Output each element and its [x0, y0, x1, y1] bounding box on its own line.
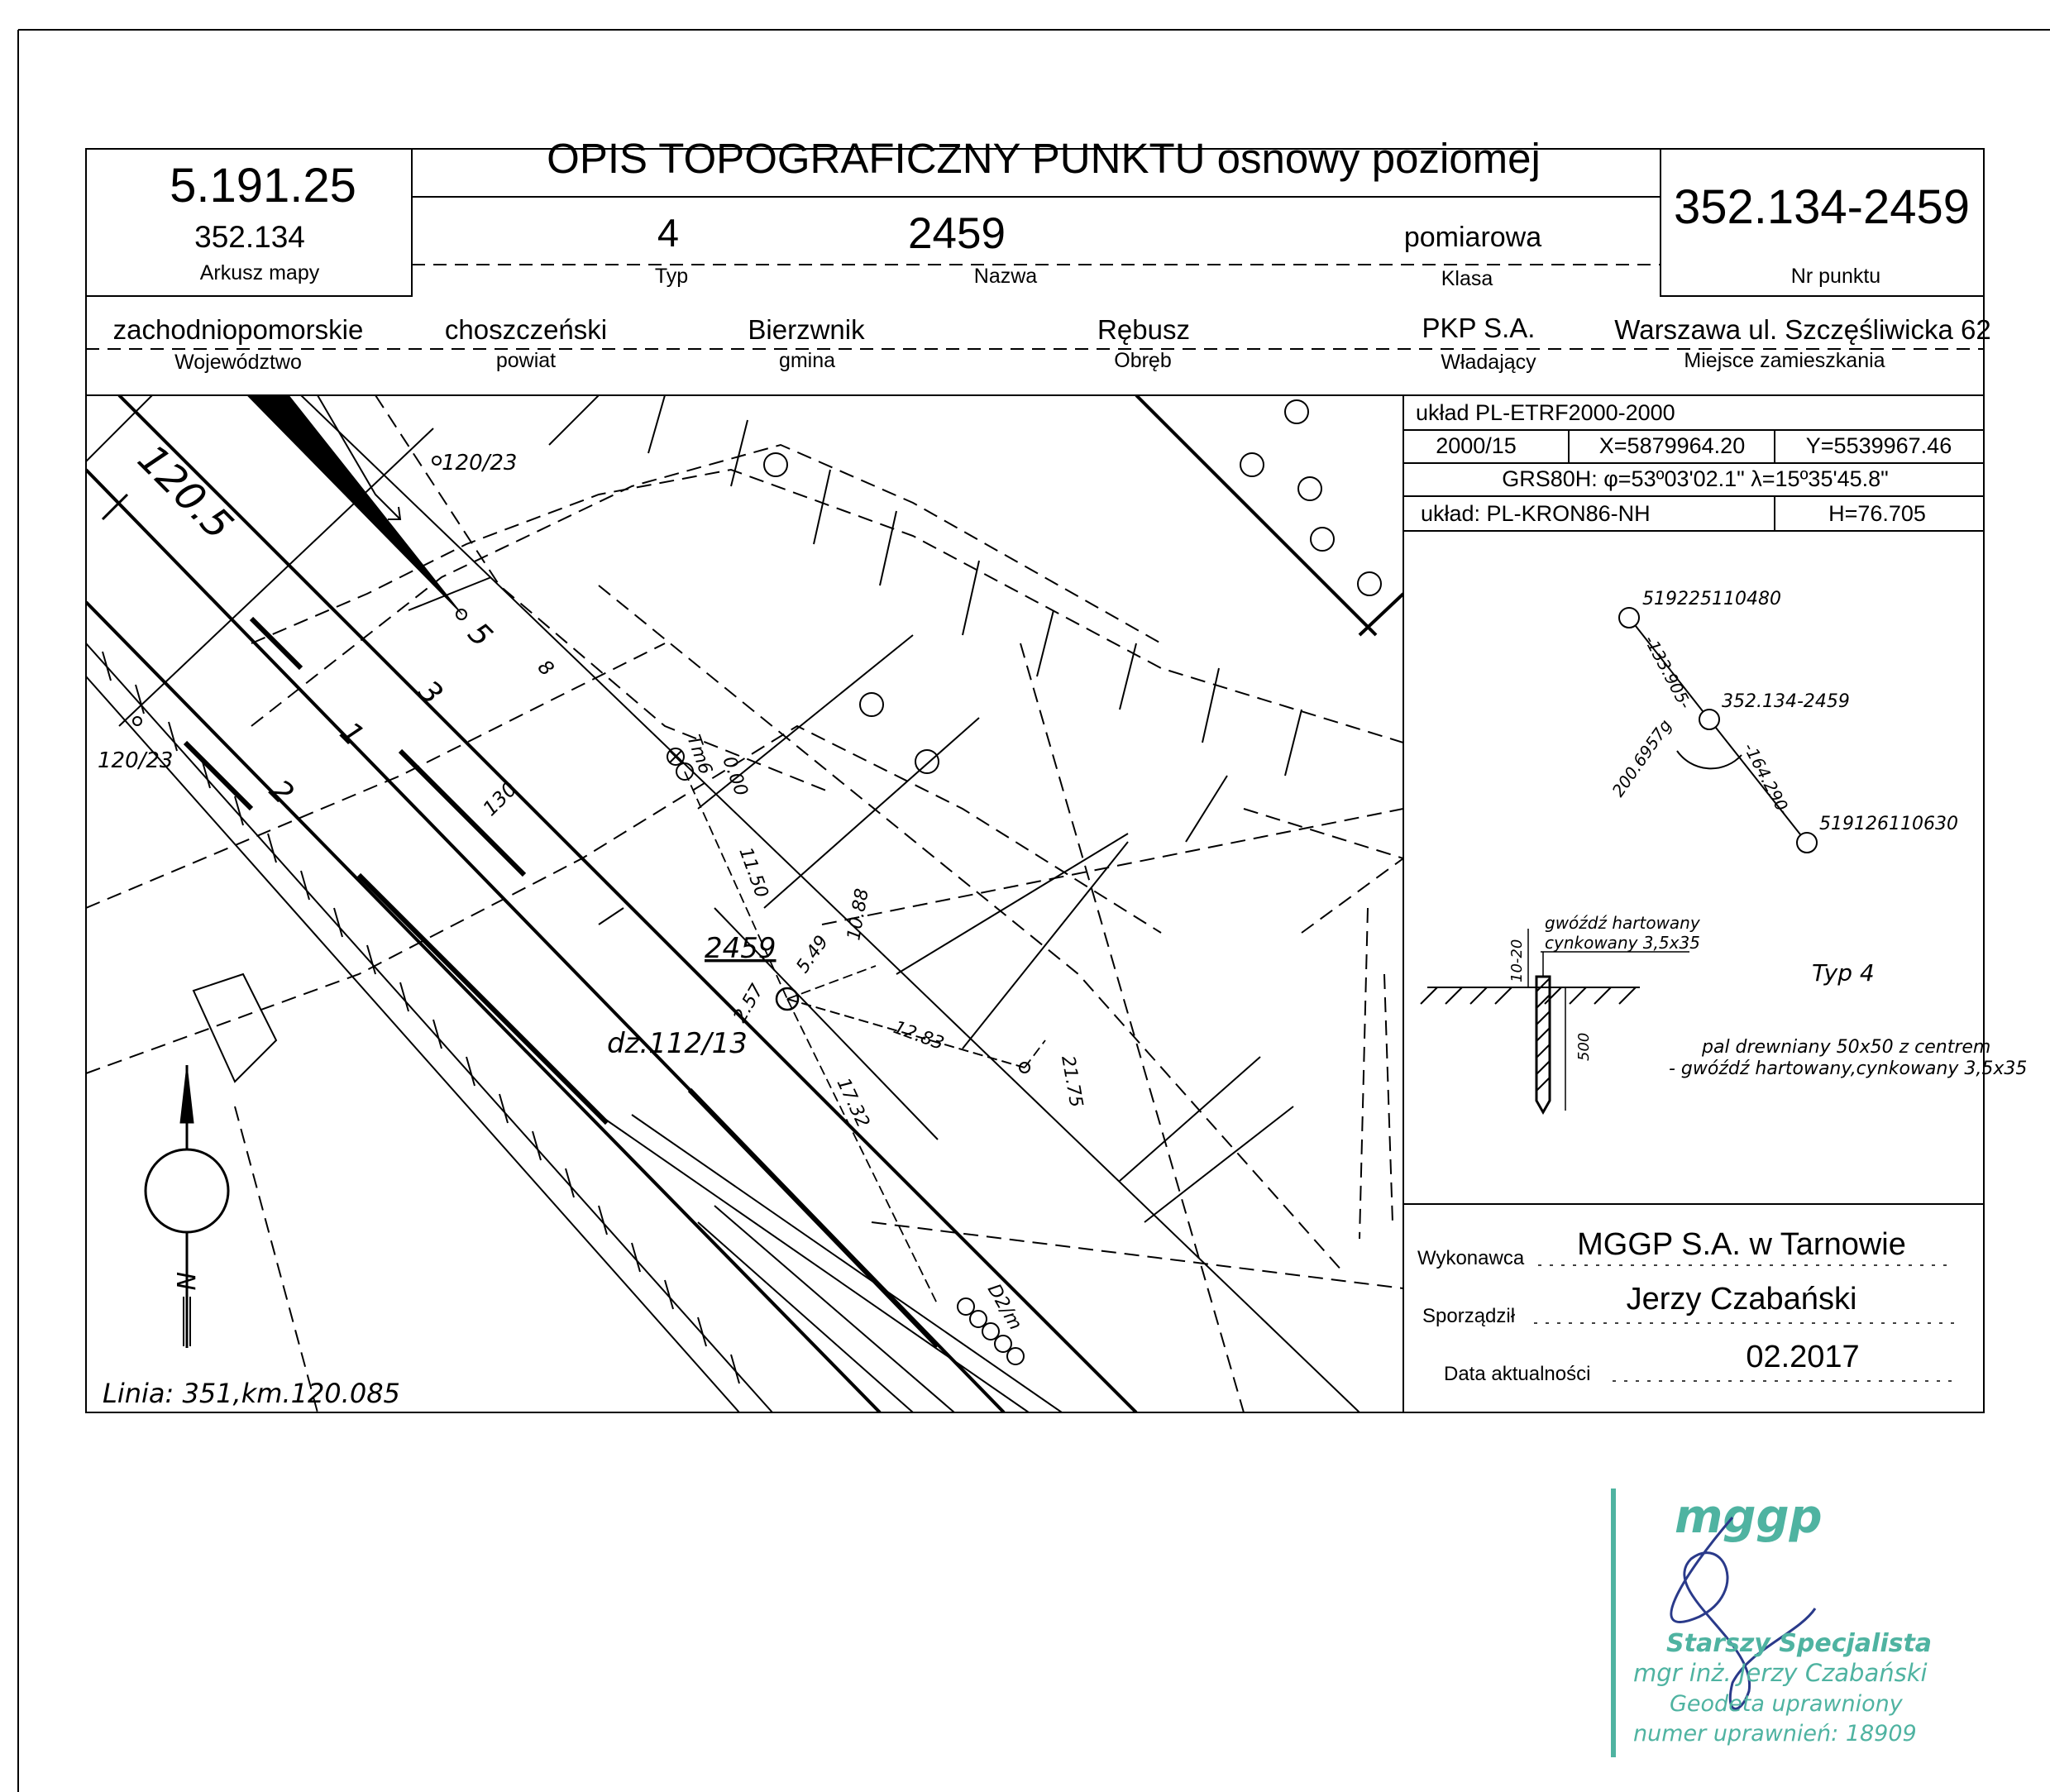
contractor: MGGP S.A. w Tarnowie: [1577, 1227, 1906, 1262]
nail-label-1: gwóźdź hartowany: [1545, 913, 1700, 933]
stamp-logo: mggp: [1675, 1490, 1823, 1544]
name-label: Nazwa: [973, 265, 1038, 288]
point-number: 352.134-2459: [1674, 180, 1970, 234]
diagram-point-center: 352.134-2459: [1722, 691, 1850, 712]
voivodeship: zachodniopomorskie: [112, 314, 364, 345]
owner: PKP S.A.: [1422, 313, 1536, 343]
residence-label: Miejsce zamieszkania: [1684, 349, 1885, 372]
coord-grs: GRS80H: φ=53º03'02.1" λ=15º35'45.8": [1502, 466, 1889, 491]
sheet-number: 352.134: [194, 220, 305, 254]
height-value: H=76.705: [1828, 501, 1926, 526]
dist-549: 5.49: [792, 931, 834, 977]
diagram-angle: 200.6957g: [1608, 715, 1676, 800]
commune: Bierzwnik: [748, 314, 865, 345]
km-label-2: 120/23: [98, 748, 174, 773]
type-label: Typ: [654, 265, 689, 288]
stamp-line-2: mgr inż. Jerzy Czabański: [1633, 1659, 1928, 1687]
dist-000: 0.00: [718, 753, 752, 800]
north-label: N: [170, 1272, 199, 1291]
km-marker: 120.5: [128, 435, 242, 549]
label-130: 130: [478, 777, 522, 821]
county: choszczeński: [444, 314, 608, 345]
voivodeship-label: Województwo: [174, 351, 302, 374]
parcel-label: dz.112/13: [607, 1027, 748, 1060]
dist-1283: 12.83: [890, 1017, 947, 1055]
diagram-dist-b: -164.290-: [1739, 739, 1795, 820]
desc-line-2: - gwóźdź hartowany,cynkowany 3,5x35: [1669, 1058, 2028, 1079]
coord-x: X=5879964.20: [1598, 433, 1746, 458]
dist-1732: 17.32: [832, 1074, 873, 1131]
sheet-label: Arkusz mapy: [199, 261, 320, 284]
precinct: Rębusz: [1097, 314, 1190, 345]
diagram-point-b: 519126110630: [1819, 814, 1958, 834]
track-5: 5: [461, 616, 499, 654]
stamp-line-3: Geodeta uprawniony: [1670, 1691, 1903, 1717]
dist-257: 2.57: [729, 981, 768, 1026]
d2m-label: D2/m: [982, 1280, 1026, 1334]
class-value: pomiarowa: [1403, 222, 1542, 253]
commune-label: gmina: [778, 349, 836, 372]
dist-1088: 10.88: [843, 886, 873, 943]
author: Jerzy Czabański: [1626, 1282, 1857, 1317]
contractor-label: Wykonawca: [1417, 1247, 1525, 1269]
sketch-map: [86, 395, 1403, 1412]
track-2: 2: [262, 773, 300, 811]
point-number-label: Nr punktu: [1790, 265, 1881, 288]
label-8: 8: [533, 655, 559, 681]
author-label: Sporządził: [1422, 1305, 1516, 1327]
stamp-line-1: Starszy Specjalista: [1666, 1629, 1933, 1658]
track-1: 1: [332, 715, 370, 753]
coord-system: układ PL-ETRF2000-2000: [1416, 400, 1675, 425]
residence: Warszawa ul. Szczęśliwicka 62: [1614, 314, 1991, 345]
track-3: 3: [411, 674, 449, 712]
coord-y: Y=5539967.46: [1805, 433, 1952, 458]
surveyor-stamp: [1608, 1484, 1933, 1766]
county-label: powiat: [495, 349, 557, 372]
date: 02.2017: [1746, 1340, 1860, 1374]
point-name-label: 2459: [705, 932, 777, 965]
class-label: Klasa: [1441, 267, 1493, 290]
sheet-code: 5.191.25: [170, 159, 356, 213]
km-label-1: 120/23: [442, 451, 518, 475]
stamp-line-4: numer uprawnień: 18909: [1633, 1721, 1917, 1747]
dist-1150: 11.50: [734, 844, 772, 901]
tm6-label: Tm6: [682, 732, 716, 777]
dist-2175: 21.75: [1057, 1054, 1087, 1110]
depth-label-1: 10-20: [1508, 939, 1526, 982]
diagram-point-a: 519225110480: [1642, 589, 1781, 609]
type-value: 4: [657, 211, 680, 255]
desc-line-1: pal drewniany 50x50 z centrem: [1702, 1037, 1991, 1058]
date-label: Data aktualności: [1444, 1363, 1591, 1385]
depth-label-2: 500: [1575, 1032, 1593, 1061]
precinct-label: Obręb: [1114, 349, 1172, 372]
reference-diagram: [1404, 532, 2028, 1203]
coord-zone: 2000/15: [1436, 433, 1517, 458]
height-system: układ: PL-KRON86-NH: [1421, 501, 1651, 526]
form-title: OPIS TOPOGRAFICZNY PUNKTU osnowy poziomej: [547, 135, 1541, 182]
nail-label-2: cynkowany 3,5x35: [1545, 933, 1700, 953]
owner-label: Władający: [1441, 351, 1536, 374]
name-value: 2459: [908, 209, 1006, 258]
type-text: Typ 4: [1812, 959, 1875, 987]
line-info: Linia: 351,km.120.085: [103, 1378, 400, 1409]
diagram-dist-a: -133.905-: [1640, 632, 1696, 713]
